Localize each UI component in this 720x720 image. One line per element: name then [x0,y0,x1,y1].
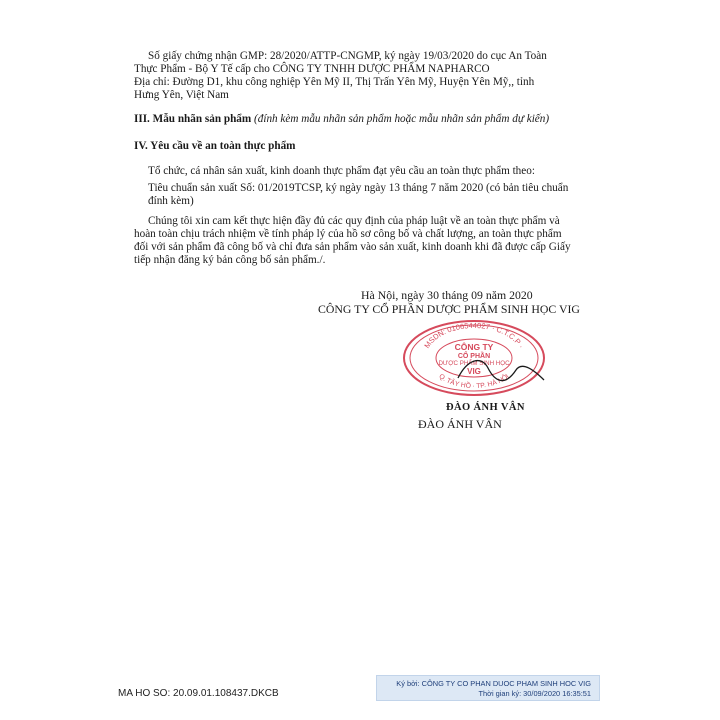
seal-line-2: CỔ PHẦN [457,353,491,360]
seal-ring-top-text: MSDN: 0106544027 · C.T.C.P · [422,320,526,350]
address-line-1: Địa chỉ: Đường D1, khu công nghiệp Yên Mỹ II, Thị Trấn Yên Mỹ, Huyện Yên Mỹ,, tỉnh [134,76,535,88]
production-standard-line-1: Tiêu chuẩn sản xuất Số: 01/2019TCSP, ký ngày ngày 13 tháng 7 năm 2020 (có bản tiêu chuẩn [148,182,569,194]
production-standard-line-2: đính kèm) [148,195,194,207]
seal-line-4: VIG [467,367,481,376]
dossier-code: MA HO SO: 20.09.01.108437.DKCB [118,688,279,699]
requirement-paragraph: Tổ chức, cá nhân sản xuất, kinh doanh thực phẩm đạt yêu cầu an toàn thực phẩm theo: [148,165,535,177]
section-4-title: IV. Yêu cầu về an toàn thực phẩm [134,140,296,152]
commitment-line-2: hoàn toàn chịu trách nhiệm về tính pháp lý của hồ sơ công bố và chất lượng, an toàn thực phẩm [134,228,562,240]
gmp-certificate-line-2: Thực Phẩm - Bộ Y Tế cấp cho CÔNG TY TNHH DƯỢC PHẨM NAPHARCO [134,63,490,75]
signed-time: Thời gian ký: 30/09/2020 16:35:51 [478,689,591,698]
seal-ring-bottom-text: Q. TÂY HỒ · TP. HÀ NỘI [437,373,511,391]
commitment-line-3: đối với sản phẩm đã công bố và chỉ đưa sản phẩm vào sản xuất, kinh doanh khi đã được cấp Giấy [134,241,571,253]
digital-signature-box [376,675,600,701]
signer-name: ĐÀO ÁNH VÂN [418,417,502,431]
commitment-line-1: Chúng tôi xin cam kết thực hiện đầy đủ các quy định của pháp luật về an toàn thực phẩm và [148,215,560,227]
company-seal [398,318,550,398]
place-date: Hà Nội, ngày 30 tháng 09 năm 2020 [361,288,533,302]
gmp-certificate-line-1: Số giấy chứng nhận GMP: 28/2020/ATTP-CNGMP, ký ngày 19/03/2020 do cục An Toàn [148,50,547,62]
signature-label: ĐÀO ÁNH VÂN [446,402,525,413]
seal-line-1: CÔNG TY [454,342,494,352]
signed-by: Ký bởi: CÔNG TY CO PHAN DUOC PHAM SINH HOC VIG [396,679,591,688]
commitment-line-4: tiếp nhận đăng ký bản công bố sản phẩm./. [134,254,326,266]
address-line-2: Hưng Yên, Việt Nam [134,89,229,101]
section-3-note: (đính kèm mẫu nhãn sản phẩm hoặc mẫu nhãn sản phẩm dự kiến) [254,113,550,125]
section-3-heading [134,112,549,126]
seal-line-3: DƯỢC PHẨM SINH HỌC [438,360,510,367]
section-3-title: III. Mẫu nhãn sản phẩm [134,113,252,125]
company-name: CÔNG TY CỔ PHẦN DƯỢC PHẨM SINH HỌC VIG [318,302,580,316]
